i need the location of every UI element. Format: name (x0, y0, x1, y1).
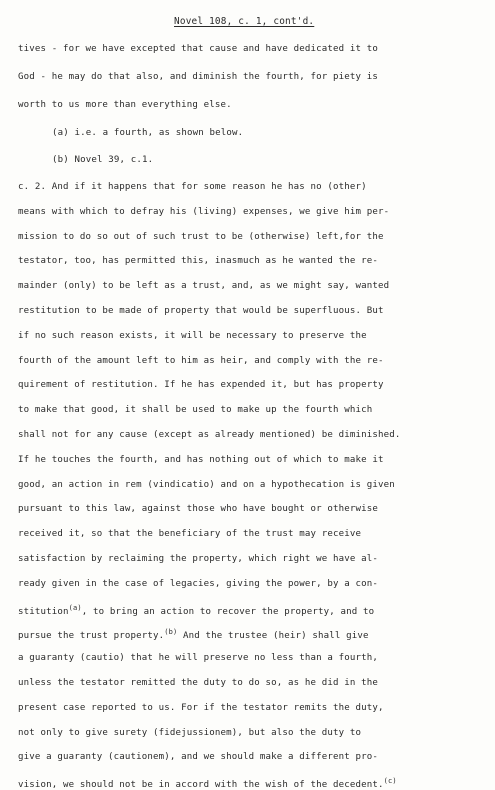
text-line: mainder (only) to be left as a trust, and, as we might say, wanted (18, 281, 390, 292)
text-line: shall not for any cause (except as already mentioned) be diminished. (18, 430, 401, 440)
text-line: give a guaranty (cautionem), and we should make a different pro- (18, 752, 378, 763)
footnote-ref: (a) (68, 603, 82, 612)
text-line: present case reported to us. For if the testator remits the duty, (18, 702, 384, 713)
footnote-line: (a) i.e. a fourth, as shown below. (52, 128, 244, 138)
text-line: unless the testator remitted the duty to do so, as he did in the (18, 678, 378, 688)
text-line: a guaranty (cautio) that he will preserve no less than a fourth, (18, 653, 378, 664)
footnote-ref: (b) (164, 628, 178, 637)
text-line (18, 604, 374, 617)
text-line: pursuant to this law, against those who have bought or otherwise (18, 504, 378, 515)
text-line: restitution to be made of property that would be superfluous. But (18, 306, 384, 316)
text-line: ready given in the case of legacies, giving the power, by a con- (18, 578, 378, 589)
text-line (18, 628, 369, 641)
text-span: pursue the trust property. (18, 631, 165, 642)
text-line: good, an action in rem (vindicatio) and on a hypothecation is given (18, 479, 395, 490)
text-line: not only to give surety (fidejussionem), but also the duty to (18, 727, 362, 738)
text-line: quirement of restitution. If he has expended it, but has property (18, 380, 384, 391)
text-line: worth to us more than everything else. (18, 100, 232, 110)
text-line: to make that good, it shall be used to make up the fourth which (18, 405, 373, 416)
text-line: satisfaction by reclaiming the property, which right we have al- (18, 554, 378, 564)
text-span: vision, we should not be in accord with the wish of the decedent. (18, 780, 384, 790)
text-line: means with which to defray his (living) expenses, we give him per- (18, 206, 390, 217)
text-span: And the trustee (heir) shall give (177, 631, 369, 642)
text-span: , to bring an action to recover the property, and to (81, 606, 375, 617)
text-line: mission to do so out of such trust to be (otherwise) left,for the (18, 231, 384, 242)
text-span: stitution (18, 606, 69, 617)
page-header: Novel 108, c. 1, cont'd. (174, 16, 315, 27)
text-line: If he touches the fourth, and has nothing out of which to make it (18, 454, 384, 465)
text-line (18, 777, 397, 790)
text-line: fourth of the amount left to him as heir, and comply with the re- (18, 355, 384, 366)
text-line: if no such reason exists, it will be necessary to preserve the (18, 330, 367, 341)
text-line: God - he may do that also, and diminish the fourth, for piety is (18, 72, 378, 82)
footnote-line: (b) Novel 39, c.1. (52, 155, 154, 165)
text-line: received it, so that the beneficiary of the trust may receive (18, 529, 362, 540)
footnote-ref: (c) (383, 777, 397, 786)
text-line: tives - for we have excepted that cause and have dedicated it to (18, 44, 378, 54)
text-line: testator, too, has permitted this, inasmuch as he wanted the re- (18, 256, 378, 267)
text-line: c. 2. And if it happens that for some reason he has no (other) (18, 182, 367, 192)
